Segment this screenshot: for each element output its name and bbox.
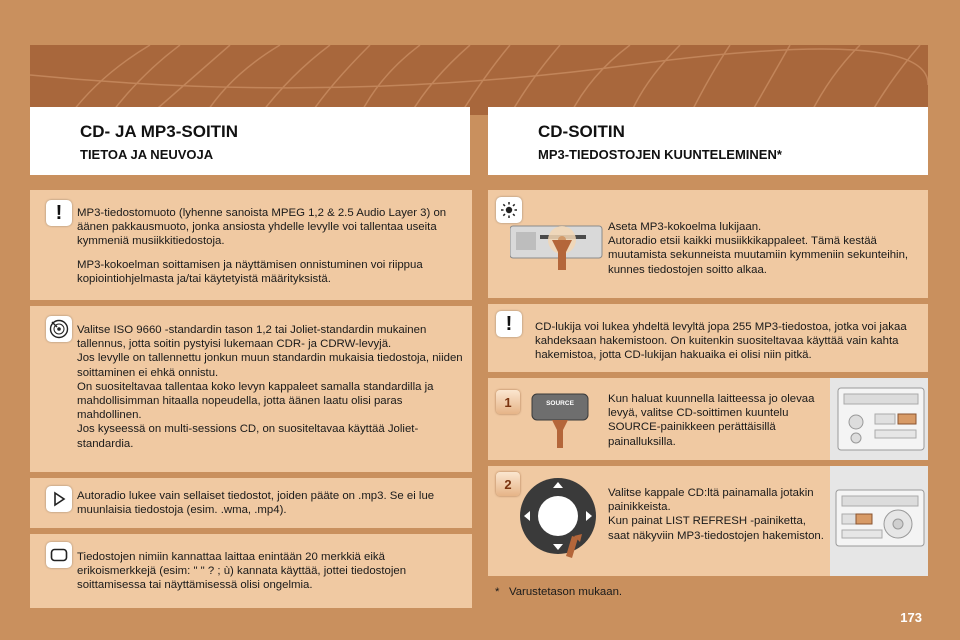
radio-panel-image bbox=[830, 466, 928, 576]
decorative-banner bbox=[30, 45, 928, 115]
paragraph: Valitse ISO 9660 -standardin tason 1,2 tai Joliet-standardin mukainen tallennus, jotta soitin pystyisi lukemaan CDR- ja CDRW-levyjä. bbox=[77, 324, 427, 351]
info-panel-file-types bbox=[30, 478, 472, 528]
banner-lines bbox=[30, 45, 928, 115]
panel-step-1 bbox=[488, 378, 928, 460]
step-number-badge: 2 bbox=[496, 472, 520, 496]
direction-pad-image bbox=[518, 474, 598, 558]
left-header bbox=[30, 107, 470, 175]
paragraph: Aseta MP3-kokoelma lukijaan. Autoradio etsii kaikki musiikkikappaleet. Tämä kestää muutamista sekunneista muutamiin kymmeniin sekunteihin, kunnes tiedostojen soitto alkaa. bbox=[608, 221, 909, 276]
paragraph: Jos levylle on tallennettu jonkun muun standardin mukaisia tiedostoja, niiden soittaminen ei ehkä onnistu. bbox=[77, 352, 463, 379]
screen-icon bbox=[46, 542, 72, 568]
footnote-marker: * bbox=[495, 586, 500, 598]
footnote bbox=[495, 586, 622, 598]
footnote-text: Varustetason mukaan. bbox=[508, 586, 623, 598]
paragraph: Tiedostojen nimiin kannattaa laittaa enintään 20 merkkiä eikä erikoismerkkejä (esim: " " ? ; ù) kannata käyttää, jottei tiedostojen soittamisessa tai näyttämisessä olisi ongelmia. bbox=[77, 551, 407, 592]
left-title: CD- JA MP3-SOITIN bbox=[80, 122, 239, 141]
exclamation-icon: ! bbox=[46, 200, 72, 226]
left-subtitle: TIETOA JA NEUVOJA bbox=[80, 147, 214, 162]
panel-step-2 bbox=[488, 466, 928, 576]
page-number: 173 bbox=[900, 610, 922, 625]
right-header bbox=[488, 107, 928, 175]
source-button-label: SOURCE bbox=[546, 400, 574, 407]
play-icon bbox=[46, 486, 72, 512]
paragraph: CD-lukija voi lukea yhdeltä levyltä jopa 255 MP3-tiedostoa, jotka voi jakaa kahdeksaan hakemistoon. On kuitenkin suositeltavaa käyttää vain kahta hakemistoa, jotta CD-lukijan hakuaika ei olisi niin pitkä. bbox=[535, 321, 907, 362]
paragraph: Kun haluat kuunnella laitteessa jo olevaa levyä, valitse CD-soittimen kuuntelu SOURCE-painikkeen perättäisillä painalluksilla. bbox=[608, 393, 815, 448]
radio-panel-image bbox=[830, 378, 928, 460]
cd-icon bbox=[46, 316, 72, 342]
info-panel-recording-standards bbox=[30, 306, 472, 472]
cd-player-image bbox=[510, 220, 606, 275]
paragraph: MP3-kokoelman soittamisen ja näyttämisen onnistuminen voi riippua kopiointiohjelmasta ja/tai käytetyistä määrityksistä. bbox=[77, 258, 423, 285]
panel-insert-mp3 bbox=[488, 190, 928, 298]
paragraph: Jos kyseessä on multi-sessions CD, on suositeltavaa käyttää Joliet-standardia. bbox=[77, 423, 419, 450]
info-panel-mp3-format bbox=[30, 190, 472, 300]
paragraph: Valitse kappale CD:ltä painamalla jotakin painikkeista. Kun painat LIST REFRESH -painiketta, saat näkyviin MP3-tiedostojen hakemiston. bbox=[608, 487, 824, 542]
paragraph: MP3-tiedostomuoto (lyhenne sanoista MPEG 1,2 & 2.5 Audio Layer 3) on äänen pakkausmuoto, jonka ansiosta yhdelle levylle voi tallentaa useita kymmeniä musiikkitiedostoja. bbox=[77, 207, 447, 248]
right-subtitle: MP3-TIEDOSTOJEN KUUNTELEMINEN* bbox=[538, 147, 782, 162]
panel-mp3-limits bbox=[488, 304, 928, 372]
paragraph: On suositeltavaa tallentaa koko levyn kappaleet samalla standardilla ja mahdollisimman hitaalla nopeudella, jotta äänen laatu olisi paras mahdollinen. bbox=[77, 380, 434, 422]
info-panel-file-names bbox=[30, 534, 472, 608]
paragraph: Autoradio lukee vain sellaiset tiedostot, joiden pääte on .mp3. Se ei lue muunlaisia tiedostoja (esim. .wma, .mp4). bbox=[77, 490, 435, 517]
source-button-image bbox=[530, 386, 590, 452]
right-title: CD-SOITIN bbox=[538, 122, 625, 141]
exclamation-icon: ! bbox=[496, 311, 522, 337]
step-number-badge: 1 bbox=[496, 390, 520, 414]
